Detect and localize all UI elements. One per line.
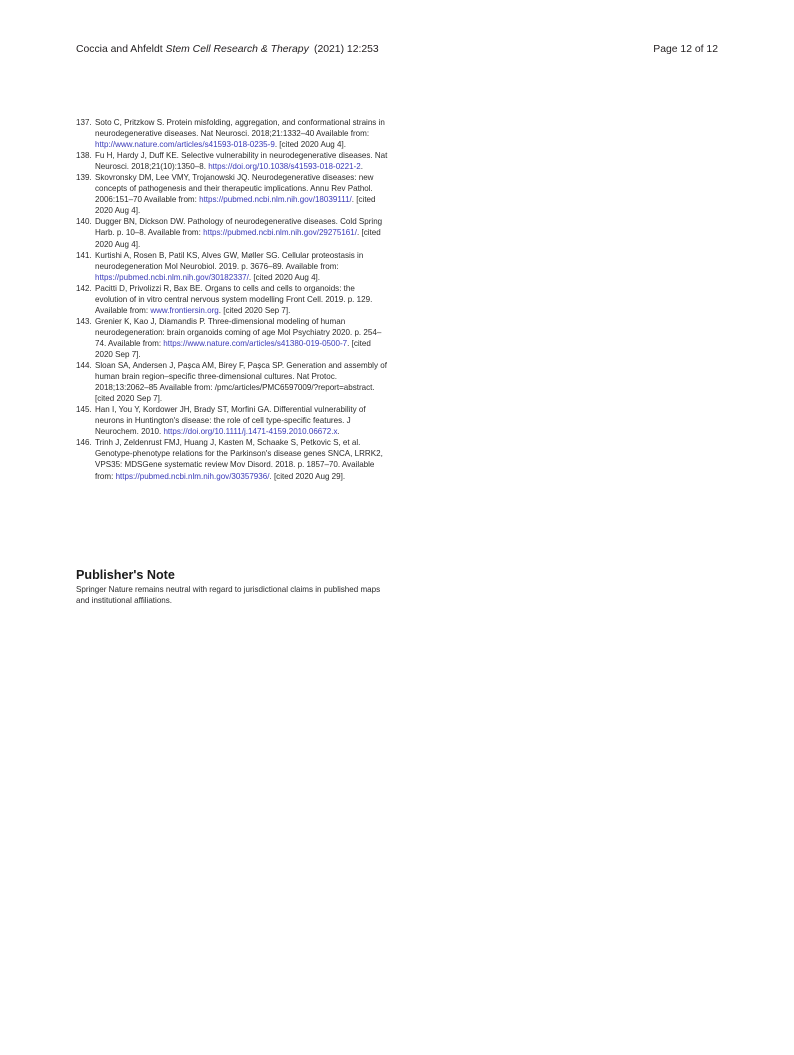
reference-suffix: . [cited 2020 Aug 4]. <box>248 272 321 282</box>
reference-item <box>76 216 388 249</box>
reference-text: Han I, You Y, Kordower JH, Brady ST, Morfini GA. Differential vulnerability of neurons in Huntington's disease: the role of cell type-specific features. J Neurochem. 2010. <box>95 405 366 437</box>
reference-item <box>76 250 388 283</box>
reference-number: 143. <box>76 316 92 326</box>
reference-link[interactable]: https://doi.org/10.1038/s41593-018-0221-2 <box>208 162 361 172</box>
reference-item <box>76 404 388 437</box>
reference-suffix: . [cited 2020 Aug 4]. <box>274 140 346 150</box>
reference-suffix: . [cited 2020 Sep 7]. <box>95 338 371 359</box>
reference-suffix: . [cited 2020 Aug 4]. <box>95 228 381 249</box>
reference-link[interactable]: https://pubmed.ncbi.nlm.nih.gov/30182337/ <box>95 272 249 282</box>
header-journal: Stem Cell Research & Therapy <box>165 44 309 55</box>
reference-link[interactable]: https://pubmed.ncbi.nlm.nih.gov/29275161/ <box>203 228 357 238</box>
reference-link[interactable]: https://pubmed.ncbi.nlm.nih.gov/18039111/ <box>199 195 352 205</box>
reference-item <box>76 117 388 150</box>
reference-number: 139. <box>76 173 92 183</box>
reference-text: Trinh J, Zeldenrust FMJ, Huang J, Kasten M, Schaake S, Petkovic S, et al. Genotype-phenotype relations for the Parkinson's disease genes SNCA, LRRK2, VPS35: MDSGene systematic review Mov Disord. 2018. p. 1857–70. Available from: <box>95 438 383 481</box>
reference-text: Fu H, Hardy J, Duff KE. Selective vulnerability in neurodegenerative diseases. Nat Neurosci. 2018;21(10):1350–8. <box>95 151 388 172</box>
reference-text: Skovronsky DM, Lee VMY, Trojanowski JQ. Neurodegenerative diseases: new concepts of pathogenesis and their therapeutic implications. Annu Rev Pathol. 2006:151–70 Available from: <box>95 173 374 205</box>
reference-list <box>76 117 388 482</box>
reference-text: Soto C, Pritzkow S. Protein misfolding, aggregation, and conformational strains in neurodegenerative diseases. Nat Neurosci. 2018;21:1332–40 Available from: <box>95 118 385 139</box>
reference-number: 140. <box>76 217 92 227</box>
reference-text: Kurtishi A, Rosen B, Patil KS, Alves GW, Møller SG. Cellular proteostasis in neurodegeneration Mol Neurobiol. 2019. p. 3676–89. Available from: <box>95 250 364 271</box>
reference-number: 145. <box>76 405 92 415</box>
reference-link[interactable]: https://pubmed.ncbi.nlm.nih.gov/30357936/ <box>115 471 270 481</box>
reference-link[interactable]: https://doi.org/10.1111/j.1471-4159.2010.06672.x <box>163 427 338 437</box>
reference-link[interactable]: http://www.nature.com/articles/s41593-018-0235-9 <box>95 140 275 150</box>
reference-text: Grenier K, Kao J, Diamandis P. Three-dimensional modeling of human neurodegeneration: brain organoids coming of age Mol Psychiatry 2020. p. 254–74. Available from: <box>95 316 382 348</box>
reference-item <box>76 283 388 316</box>
reference-link[interactable]: www.frontiersin.org <box>150 305 219 315</box>
reference-item <box>76 150 388 172</box>
reference-item <box>76 360 388 404</box>
reference-link[interactable]: https://www.nature.com/articles/s41380-019-0500-7 <box>163 338 348 348</box>
reference-number: 142. <box>76 283 92 293</box>
header-authors: Coccia and Ahfeldt <box>76 44 163 55</box>
reference-number: 138. <box>76 151 92 161</box>
reference-suffix: . [cited 2020 Aug 29]. <box>269 471 346 481</box>
reference-number: 146. <box>76 438 92 448</box>
reference-suffix: . [cited 2020 Aug 4]. <box>95 195 376 216</box>
header-citation <box>76 42 309 58</box>
reference-number: 141. <box>76 250 92 260</box>
reference-number: 144. <box>76 361 92 371</box>
reference-text: Dugger BN, Dickson DW. Pathology of neurodegenerative diseases. Cold Spring Harb. p. 10–8. Available from: <box>95 217 383 238</box>
publishers-note-heading: Publisher's Note <box>76 568 175 582</box>
reference-suffix: . <box>360 162 363 172</box>
publishers-note-body: Springer Nature remains neutral with regard to jurisdictional claims in published maps and institutional affiliations. <box>76 585 381 606</box>
header-page-number: Page 12 of 12 <box>653 44 718 55</box>
reference-item <box>76 316 388 360</box>
header-year-volume: (2021) 12:253 <box>314 44 379 55</box>
publishers-note-section <box>76 567 388 606</box>
running-header <box>76 42 718 58</box>
reference-suffix: . <box>337 427 340 437</box>
reference-item <box>76 172 388 216</box>
reference-text: Pacitti D, Privolizzi R, Bax BE. Organs to cells and cells to organoids: the evolution of in vitro central nervous system modelling Front Cell. 2019. p. 129. Available from: <box>95 283 373 315</box>
reference-number: 137. <box>76 118 92 127</box>
reference-item <box>76 437 388 481</box>
reference-text: Sloan SA, Andersen J, Pașca AM, Birey F, Pașca SP. Generation and assembly of human brain region–specific three-dimensional cultures. Nat Protoc. 2018;13:2062–85 Available from: /pmc/articles/PMC6597009/?report=abstract. [cited 2020 Sep 7]. <box>95 361 387 404</box>
reference-suffix: . [cited 2020 Sep 7]. <box>218 305 291 315</box>
